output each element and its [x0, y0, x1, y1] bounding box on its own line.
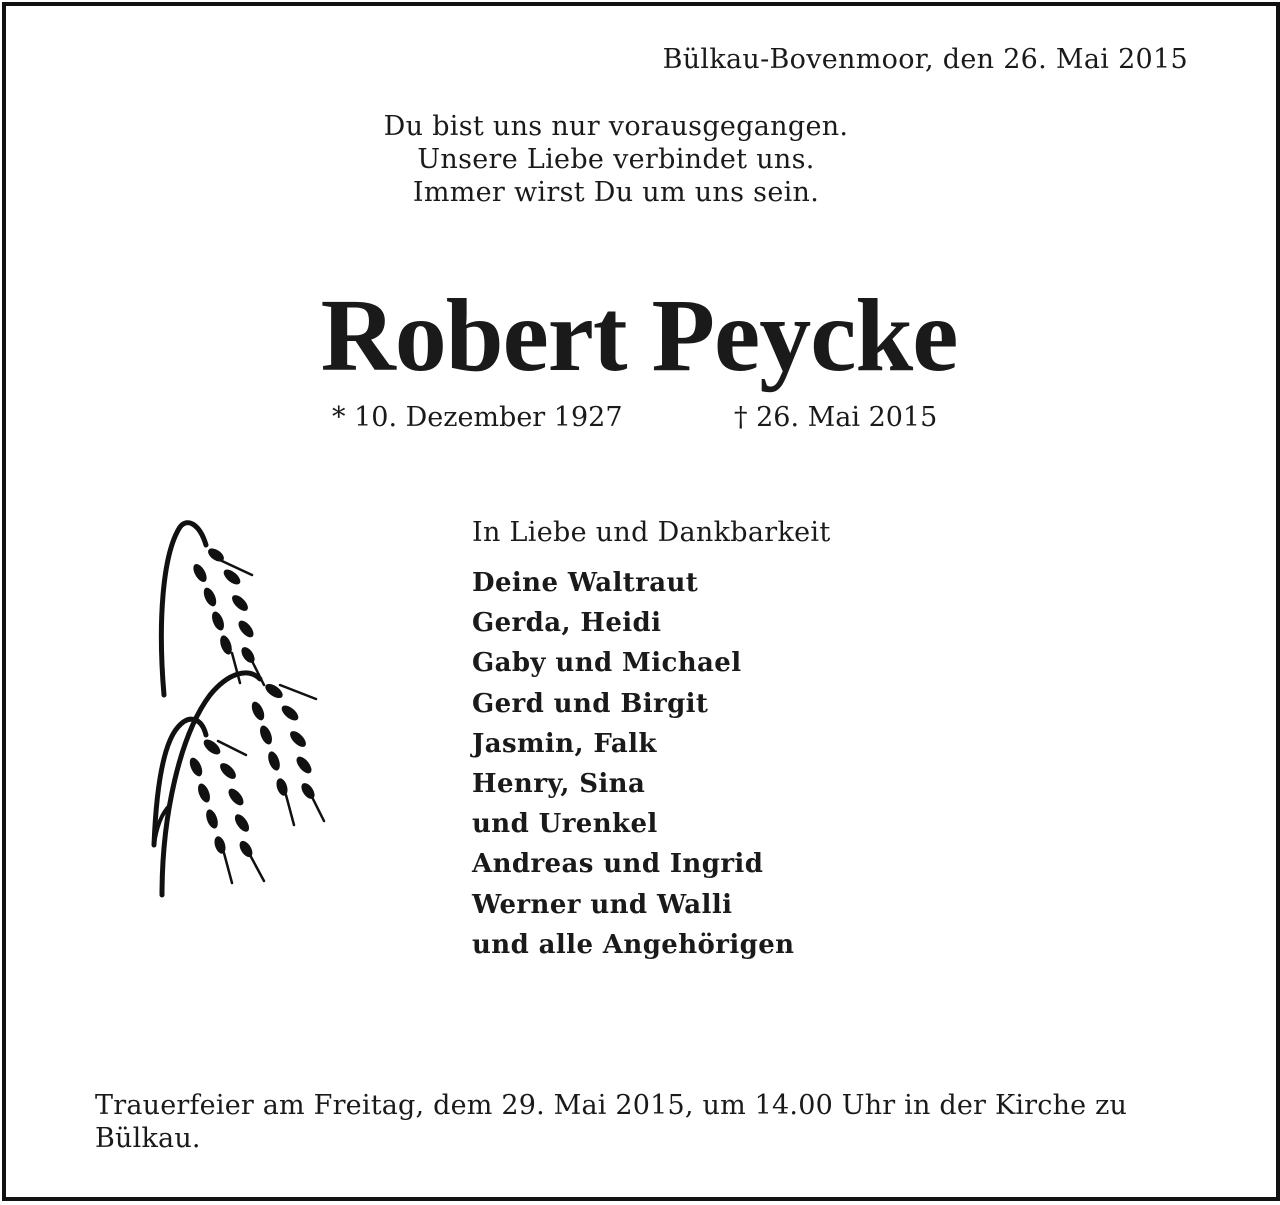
- place-date: Bülkau-Bovenmoor, den 26. Mai 2015: [662, 44, 1188, 75]
- list-item: Deine Waltraut: [472, 568, 699, 598]
- funeral-service-info: Trauerfeier am Freitag, dem 29. Mai 2015, um 14.00 Uhr in der Kirche zu Bülkau.: [95, 1090, 1128, 1154]
- verse-line: Immer wirst Du um uns sein.: [412, 177, 820, 208]
- verse: [0, 110, 1232, 209]
- verse-line: Unsere Liebe verbindet uns.: [417, 144, 815, 175]
- list-item: Gerda, Heidi: [472, 608, 662, 639]
- death-date: † 26. Mai 2015: [734, 402, 938, 433]
- list-item: Werner und Walli: [472, 889, 733, 920]
- mourners-list: [472, 563, 794, 965]
- wheat-ears-icon: [140, 515, 350, 900]
- list-item: Henry, Sina: [472, 769, 646, 800]
- deceased-name: Robert Peycke: [320, 278, 958, 393]
- list-item: und alle Angehörigen: [472, 929, 795, 960]
- list-item: Andreas und Ingrid: [472, 849, 764, 880]
- list-item: Gerd und Birgit: [472, 688, 709, 719]
- verse-line: Du bist uns nur vorausgegangen.: [383, 111, 849, 142]
- birth-date: * 10. Dezember 1927: [332, 402, 623, 433]
- mourners-intro: In Liebe und Dankbarkeit: [472, 517, 831, 548]
- list-item: Jasmin, Falk: [472, 728, 657, 759]
- list-item: und Urenkel: [472, 809, 658, 840]
- list-item: Gaby und Michael: [472, 648, 742, 679]
